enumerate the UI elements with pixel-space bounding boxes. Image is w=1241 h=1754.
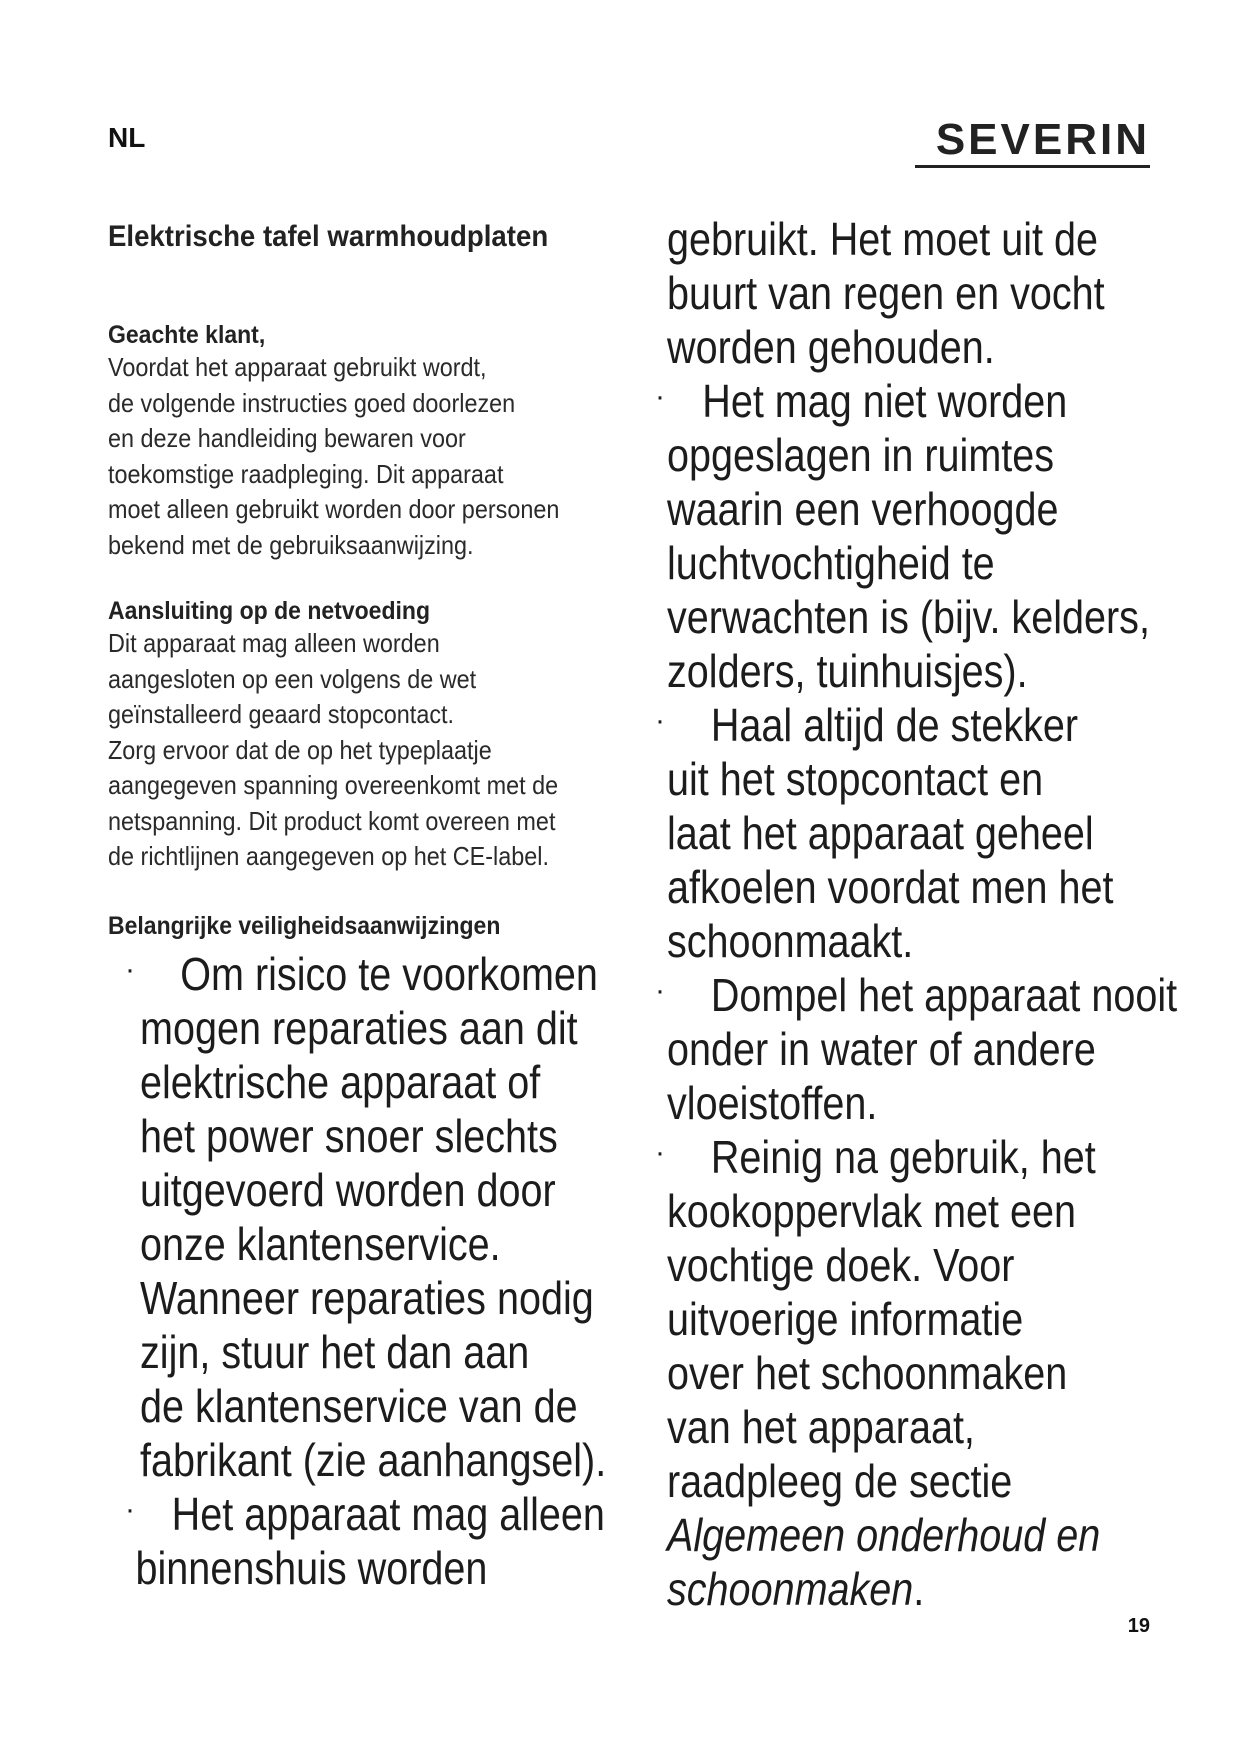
power-line: de richtlijnen aangegeven op het CE-label.: [108, 841, 550, 871]
intro-line: en deze handleiding bewaren voor: [108, 423, 466, 453]
bullet-line: elektrische apparaat of: [140, 1055, 541, 1108]
bullet-dot: ·: [125, 1492, 135, 1526]
section-reference: Algemeen onderhoud en: [667, 1509, 1101, 1561]
safety-bullet-storage: [655, 374, 1197, 698]
bullet-line: binnenshuis worden: [135, 1541, 488, 1594]
bullet-dot: ·: [655, 704, 665, 737]
bullet-line: Het mag niet worden: [702, 375, 1068, 427]
intro-line: moet alleen gebruikt worden door personen: [108, 494, 560, 524]
bullet-line: uit het stopcontact en: [667, 753, 1044, 805]
bullet-dot: ·: [655, 1136, 665, 1169]
intro-line: de volgende instructies goed doorlezen: [108, 387, 516, 418]
bullet-line: over het schoonmaken: [667, 1347, 1068, 1399]
safety-heading: Belangrijke veiligheidsaanwijzingen: [108, 911, 501, 940]
bullet-line: onze klantenservice.: [140, 1217, 501, 1270]
bullet-line: de klantenservice van de: [140, 1379, 578, 1432]
safety-bullet-indoors: [108, 1487, 638, 1595]
bullet-line: Dompel het apparaat nooit: [710, 969, 1178, 1021]
bullet-line: zolders, tuinhuisjes).: [667, 645, 1028, 697]
intro-line: toekomstige raadpleging. Dit apparaat: [108, 458, 504, 489]
safety-bullet-unplug: [655, 698, 1197, 968]
bullet-line: opgeslagen in ruimtes: [667, 429, 1055, 481]
bullet-line: Om risico te voorkomen: [180, 947, 598, 1000]
page-number: 19: [1127, 1615, 1150, 1637]
bullet-line: onder in water of andere: [667, 1023, 1096, 1075]
bullet-line: vochtige doek. Voor: [667, 1239, 1015, 1291]
left-column: [108, 212, 638, 1595]
safety-bullet-immerse: [655, 968, 1197, 1130]
bullet-line: van het apparaat,: [667, 1401, 975, 1453]
bullet-dot: ·: [655, 974, 665, 1007]
bullet-line: schoonmaakt.: [667, 915, 914, 967]
power-heading: Aansluiting op de netvoeding: [108, 597, 430, 625]
power-line: Dit apparaat mag alleen worden: [108, 628, 440, 658]
bullet-line: zijn, stuur het dan aan: [140, 1325, 530, 1378]
power-line: netspanning. Dit product komt overeen met: [108, 805, 556, 836]
bullet-dot: ·: [655, 380, 665, 413]
language-code: NL: [108, 122, 146, 153]
bullet-dot: ·: [125, 952, 135, 986]
bullet-line: Het apparaat mag alleen: [171, 1487, 605, 1540]
power-line: Zorg ervoor dat de op het typeplaatje: [108, 734, 492, 765]
bullet-line: verwachten is (bijv. kelders,: [667, 591, 1150, 643]
intro-line: bekend met de gebruiksaanwijzing.: [108, 529, 474, 560]
bullet-line: mogen reparaties aan dit: [140, 1001, 578, 1054]
intro-heading: Geachte klant,: [108, 321, 266, 349]
bullet-line: Wanneer reparaties nodig: [140, 1271, 594, 1324]
bullet-line: het power snoer slechts: [140, 1109, 558, 1162]
section-reference: schoonmaken: [667, 1563, 914, 1615]
continued-line: worden gehouden.: [667, 321, 995, 373]
section-reference-end: [667, 1562, 1123, 1616]
continued-line: buurt van regen en vocht: [667, 267, 1105, 319]
safety-bullet-cleaning: [655, 1130, 1197, 1616]
bullet-line: uitvoerige informatie: [667, 1293, 1024, 1345]
power-line: aangesloten op een volgens de wet: [108, 663, 477, 694]
bullet-line: waarin een verhoogde: [667, 483, 1059, 535]
bullet-line: luchtvochtigheid te: [667, 537, 995, 589]
safety-bullet-repairs: [108, 947, 638, 1487]
bullet-line: kookoppervlak met een: [667, 1185, 1077, 1237]
power-line: geïnstalleerd geaard stopcontact.: [108, 699, 455, 729]
bullet-line: afkoelen voordat men het: [667, 861, 1114, 913]
bullet-line: fabrikant (zie aanhangsel).: [140, 1433, 607, 1486]
bullet-line: raadpleeg de sectie: [667, 1455, 1013, 1507]
bullet-line: laat het apparaat geheel: [667, 807, 1094, 859]
brand-logo: SEVERIN: [935, 115, 1150, 164]
power-paragraph: [108, 626, 638, 875]
logo-underline: [915, 165, 1150, 168]
power-line: aangegeven spanning overeenkomt met de: [108, 770, 559, 800]
right-column: [655, 212, 1197, 1616]
document-title: Elektrische tafel warmhoudplaten: [108, 220, 549, 253]
intro-paragraph: [108, 350, 638, 563]
bullet-line: uitgevoerd worden door: [140, 1163, 556, 1216]
bullet-line: Reinig na gebruik, het: [710, 1131, 1096, 1183]
bullet-line: vloeistoffen.: [667, 1077, 878, 1129]
intro-line: Voordat het apparaat gebruikt wordt,: [108, 352, 487, 382]
bullet-line: Haal altijd de stekker: [710, 699, 1079, 751]
sentence-end: .: [913, 1563, 925, 1615]
continued-line: gebruikt. Het moet uit de: [667, 213, 1098, 265]
